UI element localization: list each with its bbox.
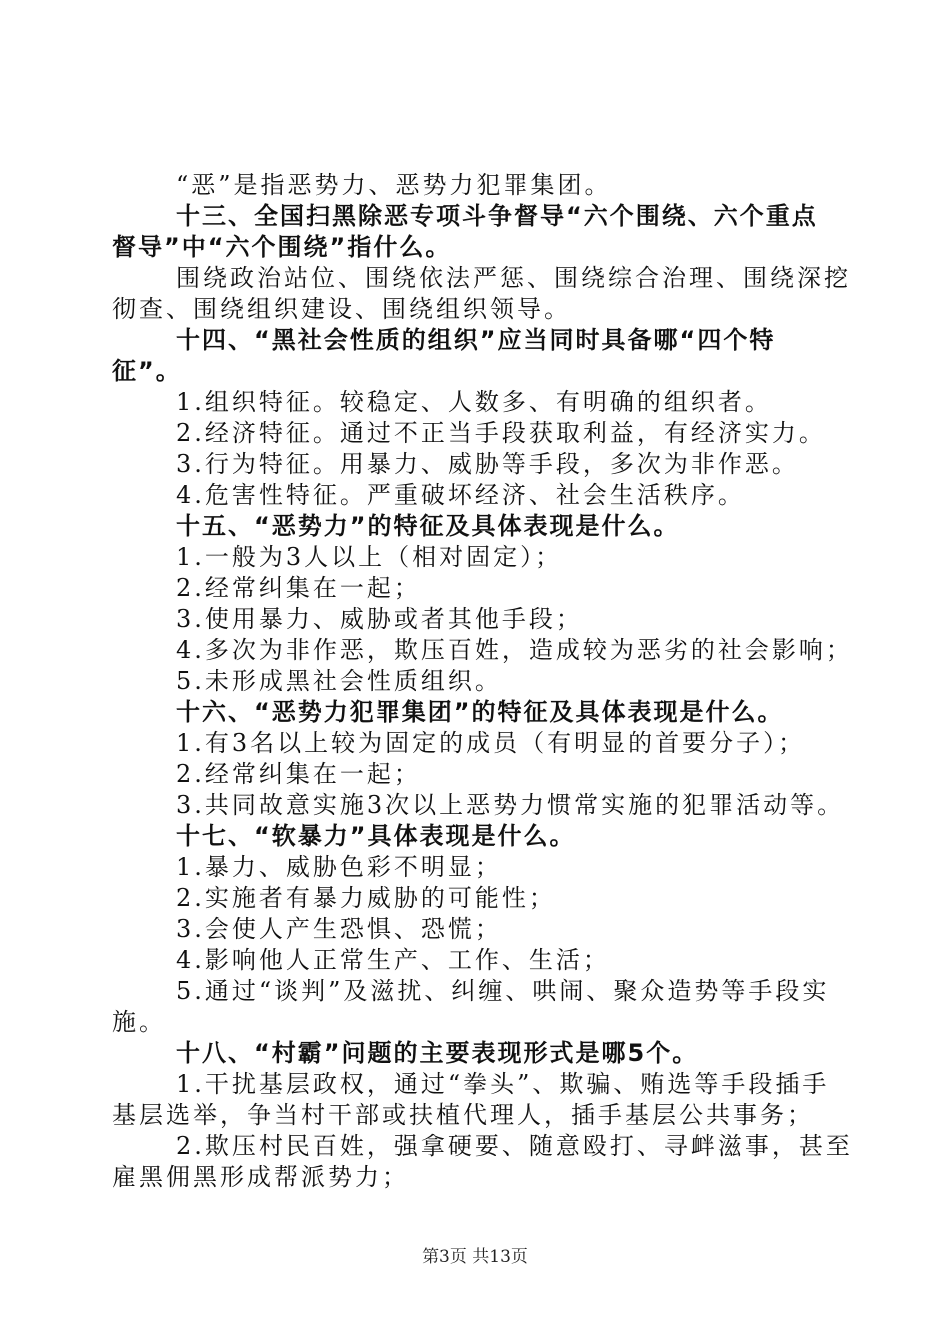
paragraph-line: “恶”是指恶势力、恶势力犯罪集团。 [176,171,612,199]
paragraph-line: 2.经常纠集在一起； [176,574,421,602]
paragraph-line: 2.经常纠集在一起； [176,760,421,788]
paragraph-line: 围绕政治站位、围绕依法严惩、围绕综合治理、围绕深挖 [176,264,851,292]
paragraph-line: 1.一般为3人以上（相对固定）； [176,543,563,571]
paragraph-line: 3.共同故意实施3次以上恶势力惯常实施的犯罪活动等。 [176,791,845,819]
paragraph-line: 1.有3名以上较为固定的成员（有明显的首要分子）； [176,729,806,757]
paragraph-line: 4.影响他人正常生产、工作、生活； [176,946,610,974]
paragraph-line: 雇黑佣黑形成帮派势力； [112,1163,409,1191]
page-number-footer: 第3页 共13页 [422,1247,528,1267]
paragraph-line: 2.实施者有暴力威胁的可能性； [176,884,556,912]
paragraph-line: 2.欺压村民百姓，强拿硬要、随意殴打、寻衅滋事，甚至 [176,1132,853,1160]
document-body [112,170,853,1193]
section-heading-line: 十六、“恶势力犯罪集团”的特征及具体表现是什么。 [176,698,784,726]
paragraph-line: 1.干扰基层政权，通过“拳头”、欺骗、贿选等手段插手 [176,1070,830,1098]
paragraph-line: 3.会使人产生恐惧、恐慌； [176,915,502,943]
section-heading-line: 十七、“软暴力”具体表现是什么。 [176,822,576,850]
paragraph-line: 5.通过“谈判”及滋扰、纠缠、哄闹、聚众造势等手段实 [176,977,830,1005]
section-heading-line: 十四、“黑社会性质的组织”应当同时具备哪“四个特 [176,326,776,354]
section-heading-line: 督导”中“六个围绕”指什么。 [112,233,452,261]
paragraph-line: 1.暴力、威胁色彩不明显； [176,853,502,881]
paragraph-line: 彻查、围绕组织建设、围绕组织领导。 [112,295,571,323]
paragraph-line: 4.危害性特征。严重破坏经济、社会生活秩序。 [176,481,745,509]
section-heading-line: 征”。 [112,357,182,385]
section-heading-line: 十三、全国扫黑除恶专项斗争督导“六个围绕、六个重点 [176,202,818,230]
paragraph-line: 施。 [112,1008,166,1036]
paragraph-line: 基层选举，争当村干部或扶植代理人，插手基层公共事务； [112,1101,814,1129]
section-heading-line: 十五、“恶势力”的特征及具体表现是什么。 [176,512,680,540]
paragraph-line: 2.经济特征。通过不正当手段获取利益，有经济实力。 [176,419,826,447]
paragraph-line: 4.多次为非作恶，欺压百姓，造成较为恶劣的社会影响； [176,636,853,664]
paragraph-line: 1.组织特征。较稳定、人数多、有明确的组织者。 [176,388,772,416]
paragraph-line: 3.使用暴力、威胁或者其他手段； [176,605,583,633]
paragraph-line: 5.未形成黑社会性质组织。 [176,667,502,695]
paragraph-line: 3.行为特征。用暴力、威胁等手段，多次为非作恶。 [176,450,799,478]
section-heading-line: 十八、“村霸”问题的主要表现形式是哪5个。 [176,1039,699,1067]
